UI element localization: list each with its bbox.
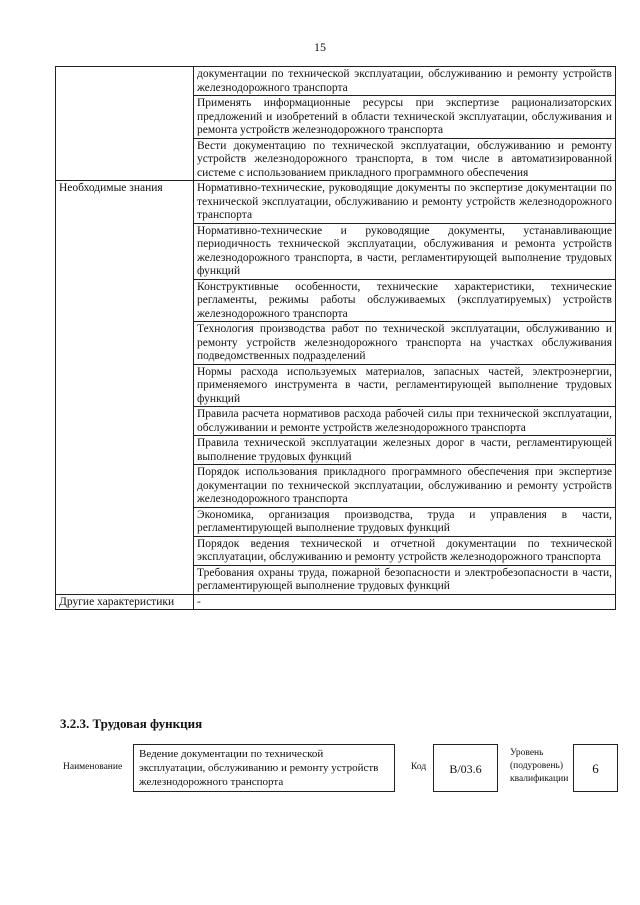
knowledge-item: Нормативно-технические, руководящие документы по экспертизе документации по технической эксплуатации, обслуживанию и ремонту устройств железнодорожного транспорта [194,181,616,224]
knowledge-item: Порядок ведения технической и отчетной документации по технической эксплуатации, обслуживанию и ремонту устройств железнодорожного транспорта [194,536,616,565]
table-row [56,594,616,610]
knowledge-label: Необходимые знания [56,181,194,595]
row-label [56,67,194,181]
other-item: - [194,594,616,610]
function-code-value: B/03.6 [433,744,498,792]
other-label: Другие характеристики [56,594,194,610]
skill-item: документации по технической эксплуатации, обслуживанию и ремонту устройств железнодорожного транспорта [194,67,616,96]
table-row [56,67,616,96]
labor-function-block [58,744,618,796]
knowledge-item: Правила расчета нормативов расхода рабочей силы при технической эксплуатации, обслуживании и ремонте устройств железнодорожного транспорта [194,407,616,436]
code-label: Код [411,762,427,772]
knowledge-item: Конструктивные особенности, технические характеристики, технические регламенты, режимы работы обслуживаемых (эксплуатируемых) устройств железнодорожного транспорта [194,279,616,322]
qualification-level-value: 6 [573,744,618,792]
name-label: Наименование [63,762,123,772]
knowledge-item: Технология производства работ по технической эксплуатации, обслуживанию и ремонту устройств железнодорожного транспорта на участках обслуживания подведомственных подразделений [194,322,616,365]
knowledge-item: Экономика, организация производства, труда и управления в части, регламентирующей выполнение трудовых функций [194,507,616,536]
skills-table [55,66,616,610]
knowledge-item: Нормативно-технические и руководящие документы, устанавливающие периодичность технической эксплуатации, обслуживания и ремонта устройств железнодорожного транспорта, в части, регламентирующей выполнение трудовых функций [194,223,616,279]
knowledge-item: Требования охраны труда, пожарной безопасности и электробезопасности в части, регламентирующей выполнение трудовых функций [194,565,616,594]
knowledge-item: Правила технической эксплуатации железных дорог в части, регламентирующей выполнение трудовых функций [194,436,616,465]
skill-item: Вести документацию по технической эксплуатации, обслуживанию и ремонту устройств железнодорожного транспорта, в том числе в автоматизированной системе с использованием прикладного программного обеспечения [194,138,616,181]
level-label: Уровень (подуровень) квалификации [510,748,569,784]
skill-item: Применять информационные ресурсы при экспертизе рационализаторских предложений и изобретений в области технической эксплуатации, обслуживания и ремонта устройств железнодорожного транспорта [194,96,616,139]
page-number: 15 [314,40,326,54]
knowledge-item: Нормы расхода используемых материалов, запасных частей, электроэнергии, применяемого инструмента в части, регламентирующей выполнение трудовых функций [194,364,616,407]
function-name-value: Ведение документации по технической эксплуатации, обслуживанию и ремонту устройств железнодорожного транспорта [133,744,395,792]
section-title: 3.2.3. Трудовая функция [60,716,203,731]
knowledge-item: Порядок использования прикладного программного обеспечения при экспертизе документации по технической эксплуатации, обслуживанию и ремонту устройств железнодорожного транспорта [194,465,616,508]
table-row [56,181,616,224]
